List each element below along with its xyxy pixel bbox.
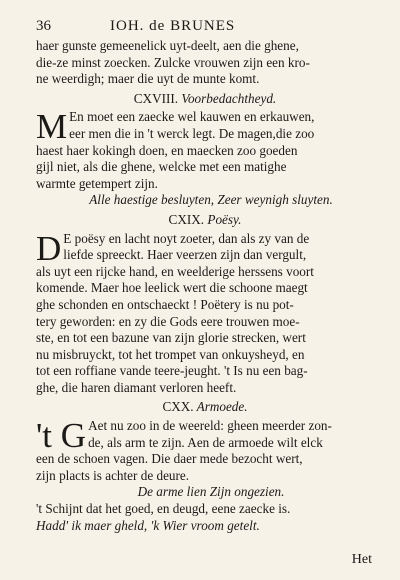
closing-paragraph	[36, 501, 374, 534]
motto: De arme lien Zijn ongezien.	[137, 484, 285, 500]
text-line: E poësy en lacht noyt zoeter, dan als zy van de	[63, 230, 310, 246]
page-number: 36	[36, 18, 51, 34]
text-line: eer men die in 't werck legt. De magen,die zoo	[69, 125, 315, 141]
text-line: En moet een zaecke wel kauwen en erkauwen,	[69, 109, 315, 125]
text-line: haer gunste gemeenelick uyt-deelt, aen die ghene,	[36, 38, 299, 53]
section-paragraph	[36, 109, 374, 192]
text-line: Hadd' ik maer gheld, 'k Wier vroom getelt.	[36, 517, 260, 533]
section-number: CXVIII.	[133, 90, 179, 106]
running-head-title: IOH. de BRUNES	[110, 18, 236, 34]
text-line: warmte getempert zijn.	[36, 175, 158, 191]
text-line: die-ze minst zoecken. Zulcke vrouwen zijn een kro-	[36, 54, 310, 70]
text-line: ste, en tot een bazune van zijn glorie strecken, wert	[36, 330, 306, 346]
text-line: 't Schijnt dat het goed, en deugd, eene zaecke is.	[36, 501, 291, 517]
page-body	[36, 38, 374, 534]
text-line: Aet nu zoo in de weereld: gheen meerder zon-	[88, 418, 332, 434]
text-line: als uyt een rijcke hand, en weelderige herssens voort	[36, 263, 314, 279]
section-title: Armoede.	[196, 399, 248, 415]
text-line: tot een roffiane vande teere-jeught. 't Is nu een bag-	[36, 363, 308, 379]
text-line: de, als arm te zijn. Aen de armoede wilt elck	[88, 434, 323, 450]
text-line: komende. Maer hoe leelick wert die schoone maegt	[36, 280, 308, 296]
section-heading	[36, 399, 374, 416]
section-paragraph	[36, 418, 374, 484]
intro-paragraph	[36, 38, 374, 88]
text-line: zijn placts is achter de deure.	[36, 467, 190, 483]
section-paragraph	[36, 228, 374, 397]
text-line: haest haer kokingh doen, en maecken zoo goeden	[36, 142, 298, 158]
text-line: ghe, die haren diamant verloren heeft.	[36, 379, 237, 395]
text-line: ne weerdigh; maer die uyt de munte komt.	[36, 71, 260, 87]
text-line: liefde spreeckt. Haer veerzen zijn dan vergult,	[63, 247, 307, 263]
text-line: gijl niet, als die ghene, welcke met een matighe	[36, 159, 287, 175]
text-line: een de schoen vagen. Die daer mede bezocht wert,	[36, 451, 303, 467]
text-line: ghe schonden en ontschaeckt ! Poëtery is nu pot-	[36, 296, 294, 312]
section-title: Poësy.	[207, 211, 242, 227]
section-title: Voorbedachtheyd.	[181, 90, 277, 106]
text-line: tery geworden: en zy die Gods eere trouwen moe-	[36, 313, 300, 329]
drop-initial: M	[36, 107, 68, 147]
motto: Alle haestige besluyten, Zeer weynigh sluyten.	[89, 192, 333, 208]
section-heading	[36, 91, 374, 108]
section-heading	[36, 212, 374, 229]
section-number: CXIX.	[168, 211, 205, 227]
drop-initial: D	[36, 228, 62, 268]
text-line: nu misbruyckt, tot het trompet van onkuysheyd, en	[36, 346, 305, 362]
drop-initial: 't G	[36, 416, 87, 456]
catchword: Het	[351, 552, 372, 567]
running-header	[36, 18, 374, 38]
section-number: CXX.	[162, 399, 194, 415]
